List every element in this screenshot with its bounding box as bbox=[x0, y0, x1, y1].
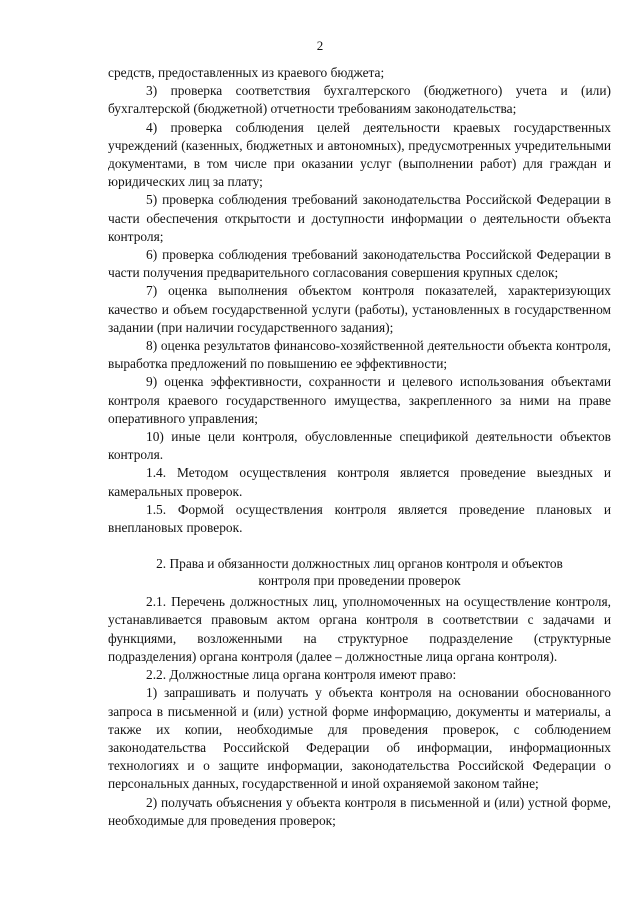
page-number: 2 bbox=[316, 38, 324, 53]
paragraph-item-9: 9) оценка эффективности, сохранности и целевого использования объектами контроля краевого государственного имущества, закрепленного за ними на праве оперативного управления; bbox=[108, 374, 611, 426]
paragraph-item-8: 8) оценка результатов финансово-хозяйственной деятельности объекта контроля, выработка предложений по повышению ее эффективности; bbox=[108, 338, 611, 372]
paragraph-item-7: 7) оценка выполнения объектом контроля показателей, характеризующих качество и объем государственной услуги (работы), установленных в государственном задании (при наличии государственного задания); bbox=[108, 283, 611, 335]
paragraph-1-5: 1.5. Формой осуществления контроля является проведение плановых и внеплановых проверок. bbox=[108, 501, 611, 536]
paragraph-2-2: 2.2. Должностные лица органа контроля имеют право: bbox=[146, 667, 457, 683]
paragraph-item-5: 5) проверка соблюдения требований законодательства Российской Федерации в части обеспечения открытости и доступности информации о деятельности объекта контроля; bbox=[108, 192, 611, 244]
paragraph-item-6: 6) проверка соблюдения требований законодательства Российской Федерации в части получения предварительного согласования совершения крупных сделок; bbox=[108, 247, 611, 281]
paragraph-right-1: 1) запрашивать и получать у объекта контроля на основании обоснованного запроса в письменной и (или) устной форме информацию, документы и материалы, а также их копии, необходимые для проведения проверок, с соблюдением законодательства Российской Федерации об информации, информационных технологиях и о защите информации, законодательства Российской Федерации о персональных данных, государственной и иной охраняемой законом тайне; bbox=[108, 685, 611, 792]
document-body bbox=[108, 64, 611, 830]
paragraph-2-1: 2.1. Перечень должностных лиц, уполномоченных на осуществление контроля, устанавливается правовым актом органа контроля в соответствии с задачами и функциями, возложенными на структурное подразделение (структурные подразделения) органа контроля (далее – должностные лица органа контроля). bbox=[108, 594, 611, 664]
paragraph-item-3: 3) проверка соответствия бухгалтерского (бюджетного) учета и (или) бухгалтерской (бюджетной) отчетности требованиям законодательства; bbox=[108, 83, 611, 117]
paragraph-right-2: 2) получать объяснения у объекта контроля в письменной и (или) устной форме, необходимые для проведения проверок; bbox=[108, 794, 611, 828]
paragraph-1-4: 1.4. Методом осуществления контроля является проведение выездных и камеральных проверок. bbox=[108, 465, 611, 499]
section-heading: 2. Права и обязанности должностных лиц органов контроля и объектов контроля при проведении проверок bbox=[156, 556, 563, 589]
paragraph-item-10: 10) иные цели контроля, обусловленные спецификой деятельности объектов контроля. bbox=[108, 429, 611, 463]
paragraph-item-4: 4) проверка соблюдения целей деятельности краевых государственных учреждений (казенных, бюджетных и автономных), предусмотренных учредительными документами, в том числе при оказании услуг (выполнении работ) для граждан и юридических лиц за плату; bbox=[108, 119, 611, 190]
paragraph-continuation: средств, предоставленных из краевого бюджета; bbox=[108, 65, 385, 80]
